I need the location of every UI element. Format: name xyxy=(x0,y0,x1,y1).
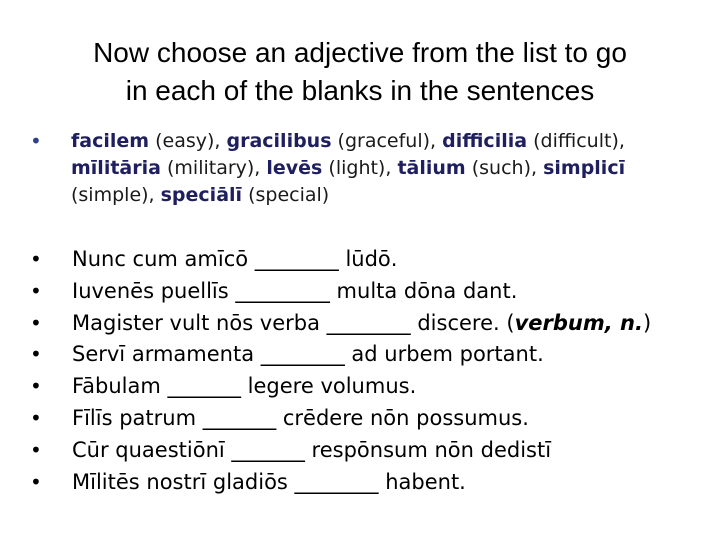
adjective-word: speciālī xyxy=(160,184,243,206)
slide-title xyxy=(0,34,720,110)
bullet-icon: • xyxy=(30,310,42,335)
adjective-list-item xyxy=(30,128,700,209)
adjective-word: tālium xyxy=(397,157,466,179)
adjective-word: levēs xyxy=(266,157,323,179)
adjective-word: gracilibus xyxy=(226,130,332,152)
bullet-icon: • xyxy=(30,342,42,367)
bullet-icon: • xyxy=(30,247,42,271)
bullet-icon: • xyxy=(30,129,42,153)
sentence-text: Fīlīs patrum _______ crēdere nōn possumus. xyxy=(72,405,529,430)
sentence-item xyxy=(30,435,710,467)
bullet-icon: • xyxy=(30,437,42,462)
adjective-word: facilem xyxy=(71,130,150,152)
sentence-list xyxy=(30,244,710,498)
adjective-word: mīlitāria xyxy=(71,157,161,179)
sentence-text: Cūr quaestiōnī _______ respōnsum nōn dedistī xyxy=(72,437,552,462)
sentence-item xyxy=(30,276,710,308)
adjective-gloss: (special) xyxy=(242,184,330,206)
adjective-gloss: (such), xyxy=(465,157,544,179)
sentence-text: Fābulam _______ legere volumus. xyxy=(72,374,417,399)
adjective-gloss: (simple), xyxy=(71,184,161,206)
sentence-text: Nunc cum amīcō ________ lūdō. xyxy=(72,247,398,271)
bullet-icon: • xyxy=(30,374,42,399)
sentence-text-end: ) xyxy=(642,310,652,335)
sentence-item xyxy=(30,467,710,499)
adjective-list-text xyxy=(71,130,625,206)
sentence-item xyxy=(30,244,710,276)
adjective-gloss: (graceful), xyxy=(331,130,443,152)
adjective-gloss: (military), xyxy=(160,157,267,179)
sentence-note: verbum, n. xyxy=(514,310,643,335)
title-line-2: in each of the blanks in the sentences xyxy=(125,75,595,106)
adjective-gloss: (easy), xyxy=(149,130,227,152)
sentence-item xyxy=(30,308,710,340)
adjective-list xyxy=(30,128,700,209)
title-line-1: Now choose an adjective from the list to go xyxy=(93,37,627,68)
sentence-text: Iuvenēs puellīs _________ multa dōna dant. xyxy=(72,278,518,303)
adjective-word: simplicī xyxy=(543,157,626,179)
sentence-item xyxy=(30,339,710,371)
adjective-gloss: (light), xyxy=(322,157,398,179)
sentence-item xyxy=(30,371,710,403)
adjective-word: difficilia xyxy=(442,130,528,152)
sentence-text: Magister vult nōs verba ________ discere. ( xyxy=(72,310,515,335)
adjective-gloss: (difficult), xyxy=(527,130,625,152)
sentence-item xyxy=(30,403,710,435)
bullet-icon: • xyxy=(30,278,42,303)
sentence-text: Mīlitēs nostrī gladiōs ________ habent. xyxy=(72,469,466,494)
bullet-icon: • xyxy=(30,469,42,494)
bullet-icon: • xyxy=(30,405,42,430)
sentence-text: Servī armamenta ________ ad urbem portant. xyxy=(72,342,544,367)
